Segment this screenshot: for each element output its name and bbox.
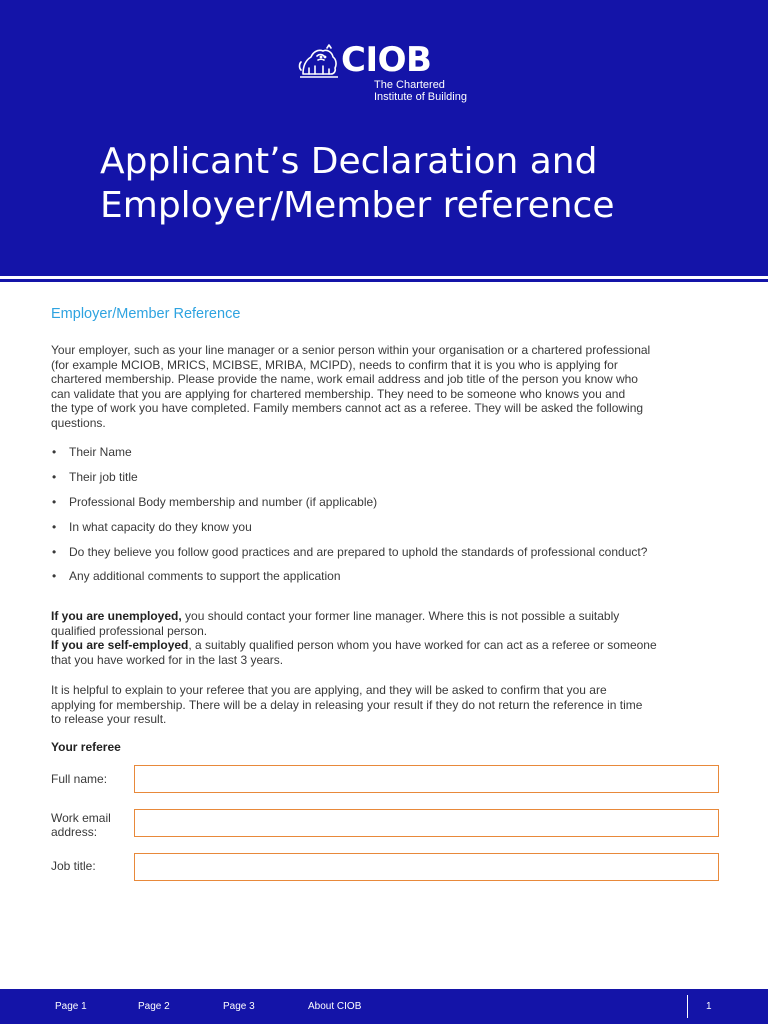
footer-link-page-2[interactable]: Page 2 <box>138 1001 170 1012</box>
footer-link-about-ciob[interactable]: About CIOB <box>308 1001 362 1012</box>
section-heading: Employer/Member Reference <box>51 306 241 322</box>
unemployed-line <box>51 609 721 624</box>
footer-nav <box>0 989 768 1024</box>
page-number: 1 <box>706 1001 712 1012</box>
intro-line: Your employer, such as your line manager or a senior person within your organisation or a chartered professional <box>51 343 651 357</box>
header-divider <box>0 279 768 282</box>
intro-line: chartered membership. Please provide the name, work email address and job title of the person you know who <box>51 372 638 387</box>
list-item: • Professional Body membership and number (if applicable) <box>51 495 721 520</box>
unemployed-lead: If you are unemployed, <box>51 609 182 623</box>
lion-crest-icon <box>297 44 341 80</box>
logo-subtitle-line1: The Chartered <box>374 79 445 91</box>
intro-line: (for example MCIOB, MRICS, MCIBSE, MRIBA, MCIPD), needs to confirm that it is you who is applying for <box>51 357 618 372</box>
self-employed-lead: If you are self-employed <box>51 638 189 653</box>
page-title-line1: Applicant’s Declaration and <box>100 141 598 182</box>
list-item: • In what capacity do they know you <box>51 520 721 545</box>
work-email-label-line1: Work email <box>51 811 111 825</box>
job-title-input[interactable] <box>134 853 719 881</box>
work-email-input[interactable] <box>134 809 719 837</box>
unemployed-text: you should contact your former line manager. Where this is not possible a suitably <box>181 609 620 623</box>
intro-line: the type of work you have completed. Family members cannot act as a referee. They will be asked the following <box>51 401 644 416</box>
header-banner <box>0 0 768 276</box>
ciob-logo <box>297 42 487 106</box>
page-title-line2: Employer/Member reference <box>100 185 615 226</box>
footer-divider <box>687 995 688 1018</box>
page-title <box>100 140 740 228</box>
helpful-paragraph <box>51 683 721 727</box>
question-list <box>51 445 721 594</box>
self-employed-line2: that you have worked for in the last 3 years. <box>51 652 284 667</box>
job-title-label: Job title: <box>51 859 96 873</box>
full-name-input[interactable] <box>134 765 719 793</box>
logo-subtitle <box>374 79 467 103</box>
footer-link-page-1[interactable]: Page 1 <box>55 1001 87 1012</box>
intro-paragraph <box>51 343 721 431</box>
list-item: • Do they believe you follow good practices and are prepared to uphold the standards of professional conduct? <box>51 545 721 570</box>
helpful-line: to release your result. <box>51 712 167 727</box>
intro-line: can validate that you are applying for chartered membership. They need to be someone who knows you and <box>51 386 626 401</box>
unemployed-line2: qualified professional person. <box>51 623 208 638</box>
full-name-label: Full name: <box>51 772 108 786</box>
self-employed-line <box>51 638 721 653</box>
helpful-line: applying for membership. There will be a delay in releasing your result if they do not return the reference in time <box>51 697 643 712</box>
self-employed-text: , a suitably qualified person whom you have worked for can act as a referee or someone <box>188 638 657 653</box>
work-email-label <box>51 811 111 839</box>
logo-wordmark: CIOB <box>341 40 432 80</box>
footer-link-page-3[interactable]: Page 3 <box>223 1001 255 1012</box>
work-email-label-line2: address: <box>51 825 98 839</box>
intro-line: questions. <box>51 415 106 430</box>
logo-subtitle-line2: Institute of Building <box>374 91 467 103</box>
helpful-line: It is helpful to explain to your referee that you are applying, and they will be asked to confirm that you are <box>51 683 607 697</box>
referee-heading: Your referee <box>51 740 121 754</box>
employment-status-paragraph <box>51 609 721 667</box>
list-item: • Their Name <box>51 445 721 470</box>
list-item: • Their job title <box>51 470 721 495</box>
list-item: • Any additional comments to support the application <box>51 569 721 594</box>
